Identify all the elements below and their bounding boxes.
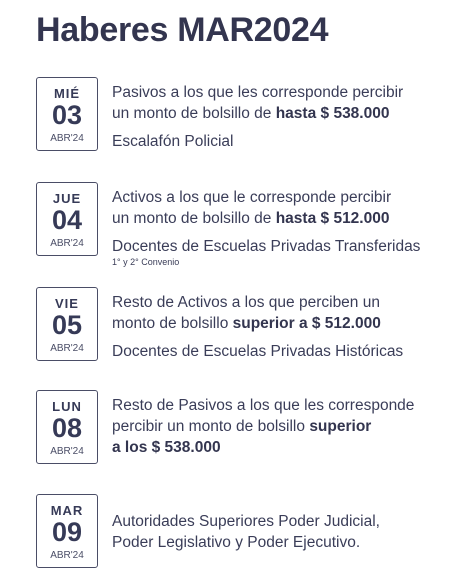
schedule-entry — [36, 287, 446, 367]
entry-subtitle: Escalafón Policial — [112, 133, 234, 150]
description-text: un monto de bolsillo de — [112, 105, 276, 122]
month-label: ABR'24 — [50, 133, 84, 144]
month-label: ABR'24 — [50, 550, 84, 561]
day-number: 04 — [51, 205, 83, 235]
schedule-entry — [36, 182, 446, 267]
day-of-week: MAR — [50, 503, 84, 518]
description-line: Activos a los que le corresponde percibir — [112, 189, 392, 206]
month-label: ABR'24 — [50, 343, 84, 354]
month-label: ABR'24 — [50, 238, 84, 249]
month-label: ABR'24 — [50, 446, 84, 457]
entry-note: 1° y 2° Convenio — [112, 257, 180, 267]
day-of-week: JUE — [52, 191, 82, 206]
description-line: Autoridades Superiores Poder Judicial, — [112, 513, 380, 530]
description-text: un monto de bolsillo de — [112, 210, 276, 227]
description-line — [112, 416, 452, 437]
description-line — [112, 103, 452, 124]
entry-subtitle: Docentes de Escuelas Privadas Transferidas — [112, 238, 421, 255]
entry-description — [112, 292, 452, 362]
day-number: 03 — [51, 100, 83, 130]
calendar-date-icon — [36, 182, 98, 256]
amount-highlight: superior a $ 512.000 — [232, 315, 381, 332]
entry-description — [112, 395, 452, 458]
entry-description — [112, 511, 452, 553]
description-line: Resto de Activos a los que perciben un — [112, 294, 380, 311]
description-text: percibir un monto de bolsillo — [112, 418, 310, 435]
description-line — [112, 208, 452, 229]
amount-highlight: hasta $ 538.000 — [275, 105, 390, 122]
entry-subtitle: Docentes de Escuelas Privadas Históricas — [112, 343, 404, 360]
amount-highlight: superior — [309, 418, 372, 435]
schedule-entry — [36, 390, 446, 470]
day-number: 08 — [51, 413, 83, 443]
schedule-entry — [36, 77, 446, 157]
day-number: 09 — [51, 517, 83, 547]
day-of-week: VIE — [55, 296, 79, 311]
page-title: Haberes MAR2024 — [36, 11, 329, 49]
schedule-entry — [36, 494, 446, 574]
description-line: Pasivos a los que les corresponde percibir — [112, 84, 404, 101]
calendar-date-icon — [36, 77, 98, 151]
entry-description — [112, 82, 452, 152]
calendar-date-icon — [36, 390, 98, 464]
description-line — [112, 313, 452, 334]
day-number: 05 — [51, 310, 83, 340]
description-line: Poder Legislativo y Poder Ejecutivo. — [112, 534, 361, 551]
calendar-date-icon — [36, 287, 98, 361]
amount-highlight: a los $ 538.000 — [112, 439, 221, 456]
day-of-week: MIÉ — [53, 86, 81, 101]
description-line: Resto de Pasivos a los que les corresponde — [112, 397, 415, 414]
entry-description — [112, 187, 452, 267]
day-of-week: LUN — [52, 399, 82, 414]
description-text: monto de bolsillo — [112, 315, 233, 332]
calendar-date-icon — [36, 494, 98, 568]
amount-highlight: hasta $ 512.000 — [275, 210, 390, 227]
